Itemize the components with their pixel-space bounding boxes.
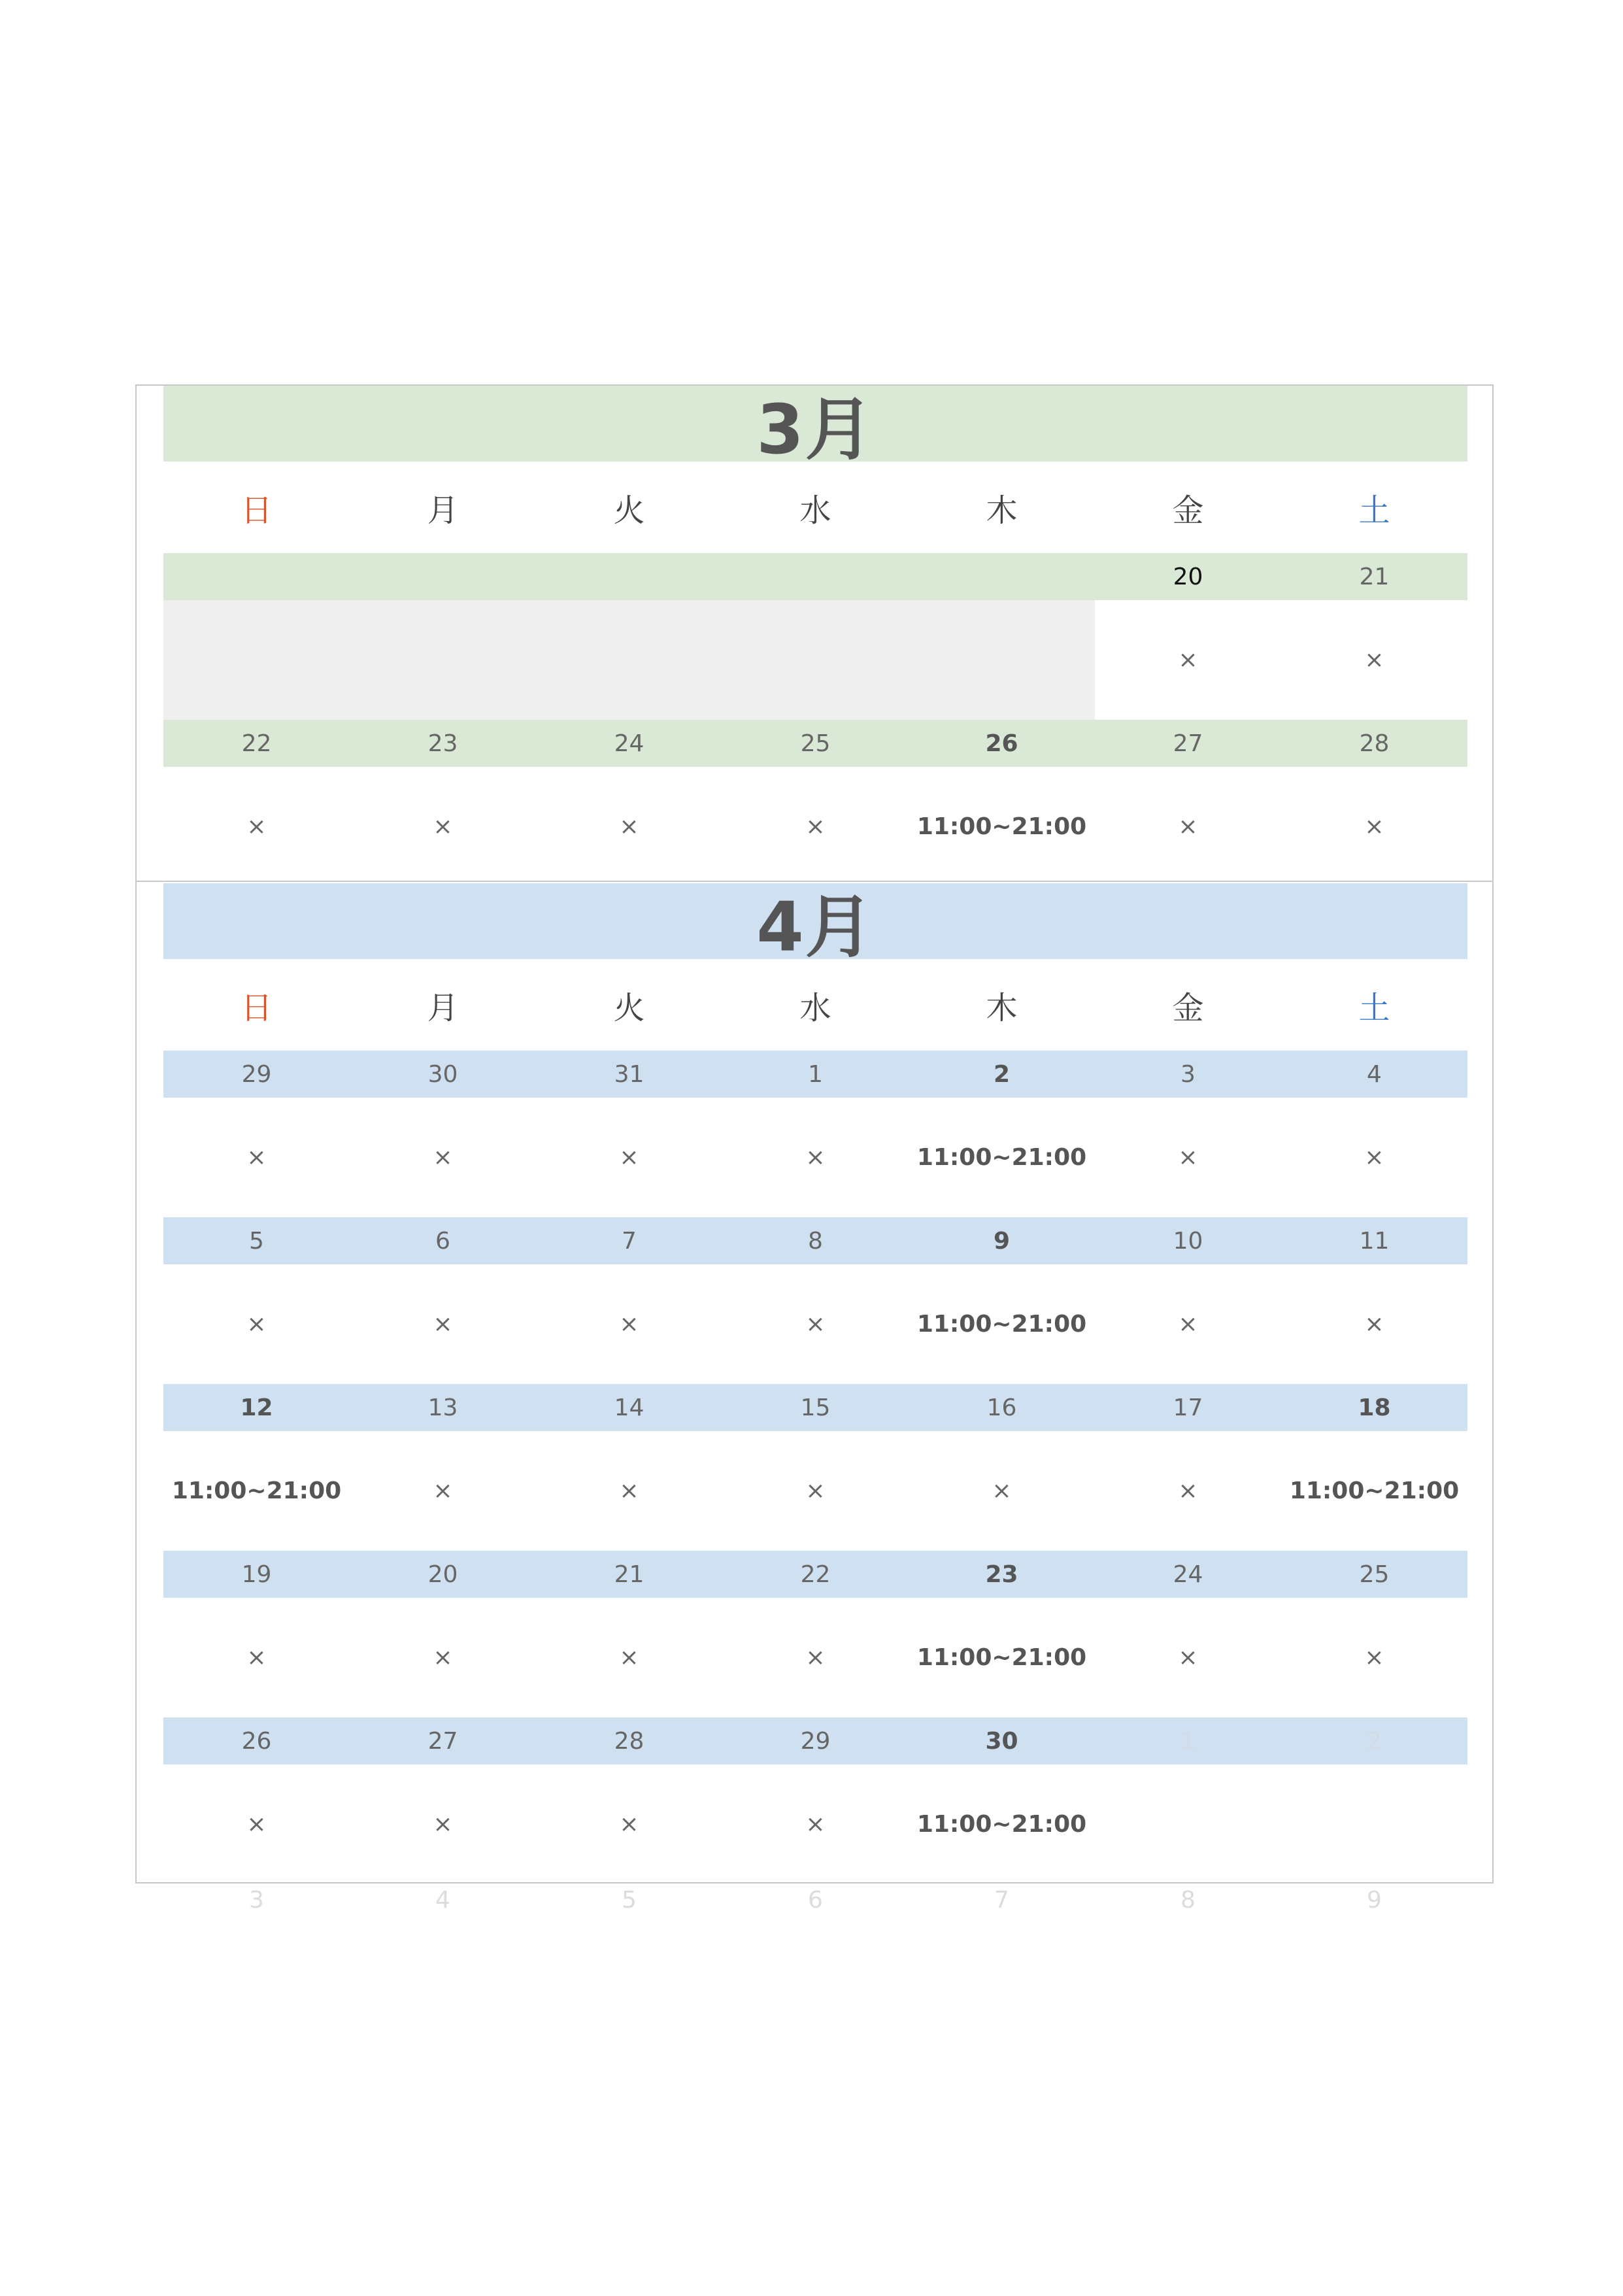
slot-cell: × <box>619 813 639 840</box>
date-cell: 12 <box>240 1394 273 1421</box>
slot-cell: × <box>619 1811 639 1838</box>
slot-cell-open: 11:00~21:00 <box>171 1477 342 1504</box>
slot-cell: × <box>433 1477 453 1504</box>
month-title-april: 4月 <box>163 883 1467 959</box>
slot-cell: × <box>992 1477 1012 1504</box>
slot-row <box>163 767 1467 886</box>
overflow-dates <box>163 1876 1467 1923</box>
overflow-date-cell: 9 <box>1367 1886 1382 1914</box>
date-cell: 15 <box>800 1394 831 1421</box>
date-cell: 30 <box>427 1060 458 1088</box>
march-calendar <box>163 386 1467 886</box>
weekday-tue: 火 <box>613 989 645 1026</box>
date-cell: 24 <box>1173 1561 1203 1588</box>
slot-row <box>163 600 1467 720</box>
date-cell: 5 <box>249 1227 264 1255</box>
slot-row <box>163 1598 1467 1717</box>
date-cell: 13 <box>427 1394 458 1421</box>
overflow-date-cell: 5 <box>622 1886 637 1914</box>
slot-cell: × <box>433 1811 453 1838</box>
slot-row <box>163 1431 1467 1551</box>
slot-cell-open: 11:00~21:00 <box>916 1144 1087 1171</box>
slot-cell-open: 11:00~21:00 <box>916 1811 1087 1838</box>
slot-cell <box>536 600 722 720</box>
date-cell: 27 <box>1173 730 1203 757</box>
april-calendar <box>163 883 1467 1884</box>
slot-cell <box>722 600 909 720</box>
date-cell: 24 <box>614 730 644 757</box>
weekday-header-march <box>163 462 1467 553</box>
weekday-fri: 金 <box>1172 492 1204 529</box>
slot-cell: × <box>1178 1477 1198 1504</box>
date-cell: 23 <box>427 730 458 757</box>
date-cell: 20 <box>427 1561 458 1588</box>
date-row <box>163 1051 1467 1098</box>
slot-cell: × <box>246 813 267 840</box>
slot-cell: × <box>619 1311 639 1338</box>
date-cell: 10 <box>1173 1227 1203 1255</box>
date-cell: 26 <box>985 730 1018 757</box>
slot-cell: × <box>805 1644 826 1671</box>
slot-cell: × <box>1364 647 1384 673</box>
slot-cell: × <box>805 1811 826 1838</box>
date-cell: 25 <box>1359 1561 1390 1588</box>
weekday-fri: 金 <box>1172 989 1204 1026</box>
slot-cell <box>1281 1764 1467 1884</box>
date-cell: 16 <box>986 1394 1017 1421</box>
weekday-sun: 日 <box>241 492 273 529</box>
slot-cell: × <box>246 1311 267 1338</box>
date-row <box>163 1551 1467 1598</box>
slot-cell: × <box>1364 813 1384 840</box>
date-cell: 20 <box>1173 563 1203 590</box>
slot-cell <box>350 600 536 720</box>
date-cell: 18 <box>1358 1394 1391 1421</box>
date-cell: 23 <box>985 1561 1018 1588</box>
date-cell: 9 <box>993 1227 1011 1255</box>
date-cell: 27 <box>427 1727 458 1755</box>
weekday-thu: 木 <box>986 492 1018 529</box>
weekday-mon: 月 <box>427 989 459 1026</box>
slot-cell-open: 11:00~21:00 <box>916 1311 1087 1338</box>
slot-cell: × <box>805 1311 826 1338</box>
weekday-sun: 日 <box>241 989 273 1026</box>
month-title-march: 3月 <box>163 386 1467 462</box>
date-cell: 29 <box>800 1727 831 1755</box>
date-row <box>163 1717 1467 1764</box>
slot-cell <box>163 600 350 720</box>
weekday-thu: 木 <box>986 989 1018 1026</box>
date-cell: 21 <box>1359 563 1390 590</box>
overflow-date-cell: 8 <box>1180 1886 1196 1914</box>
date-cell: 31 <box>614 1060 644 1088</box>
slot-cell-open: 11:00~21:00 <box>916 1644 1087 1671</box>
date-cell: 21 <box>614 1561 644 1588</box>
slot-cell: × <box>433 813 453 840</box>
date-cell: 1 <box>808 1060 823 1088</box>
weekday-wed: 水 <box>799 989 831 1026</box>
slot-cell: × <box>805 1477 826 1504</box>
slot-cell: × <box>1178 813 1198 840</box>
slot-cell: × <box>1178 647 1198 673</box>
overflow-date-row <box>163 1876 1467 1923</box>
date-cell: 17 <box>1173 1394 1203 1421</box>
slot-row <box>163 1098 1467 1217</box>
slot-cell: × <box>619 1144 639 1171</box>
slot-cell: × <box>246 1811 267 1838</box>
date-cell: 28 <box>1359 730 1390 757</box>
slot-cell: × <box>619 1644 639 1671</box>
date-cell: 22 <box>800 1561 831 1588</box>
slot-cell: × <box>433 1311 453 1338</box>
slot-cell <box>909 600 1095 720</box>
slot-cell: × <box>619 1477 639 1504</box>
date-cell: 11 <box>1359 1227 1390 1255</box>
weekday-header-april <box>163 959 1467 1051</box>
slot-row <box>163 1764 1467 1884</box>
slot-cell: × <box>805 1144 826 1171</box>
weekday-sat: 土 <box>1358 989 1390 1026</box>
date-row <box>163 1384 1467 1431</box>
slot-cell: × <box>1364 1644 1384 1671</box>
date-cell: 28 <box>614 1727 644 1755</box>
date-cell: 19 <box>241 1561 272 1588</box>
slot-cell-open: 11:00~21:00 <box>916 813 1087 840</box>
slot-cell-open: 11:00~21:00 <box>1289 1477 1460 1504</box>
date-cell: 22 <box>241 730 272 757</box>
weekday-sat: 土 <box>1358 492 1390 529</box>
overflow-date-cell: 4 <box>435 1886 450 1914</box>
date-cell: 26 <box>241 1727 272 1755</box>
weekday-wed: 水 <box>799 492 831 529</box>
slot-cell: × <box>1364 1311 1384 1338</box>
date-row <box>163 553 1467 600</box>
date-row <box>163 1217 1467 1264</box>
weekday-tue: 火 <box>613 492 645 529</box>
slot-cell: × <box>1364 1144 1384 1171</box>
overflow-date-cell: 6 <box>808 1886 823 1914</box>
date-cell: 7 <box>622 1227 637 1255</box>
date-cell: 14 <box>614 1394 644 1421</box>
slot-cell: × <box>805 813 826 840</box>
overflow-date-cell: 7 <box>994 1886 1009 1914</box>
slot-cell: × <box>1178 1144 1198 1171</box>
date-cell: 25 <box>800 730 831 757</box>
slot-row <box>163 1264 1467 1384</box>
slot-cell: × <box>433 1144 453 1171</box>
slot-cell: × <box>1178 1644 1198 1671</box>
weekday-mon: 月 <box>427 492 459 529</box>
date-cell: 4 <box>1367 1060 1382 1088</box>
slot-cell: × <box>1178 1311 1198 1338</box>
date-cell: 1 <box>1180 1727 1196 1755</box>
slot-cell: × <box>246 1644 267 1671</box>
slot-cell: × <box>433 1644 453 1671</box>
date-cell: 2 <box>993 1060 1011 1088</box>
date-cell: 6 <box>435 1227 450 1255</box>
date-cell: 2 <box>1367 1727 1382 1755</box>
slot-cell: × <box>246 1144 267 1171</box>
slot-cell <box>1095 1764 1281 1884</box>
overflow-date-cell: 3 <box>249 1886 264 1914</box>
date-cell: 29 <box>241 1060 272 1088</box>
date-cell: 3 <box>1180 1060 1196 1088</box>
date-cell: 30 <box>985 1727 1018 1755</box>
date-row <box>163 720 1467 767</box>
date-cell: 8 <box>808 1227 823 1255</box>
